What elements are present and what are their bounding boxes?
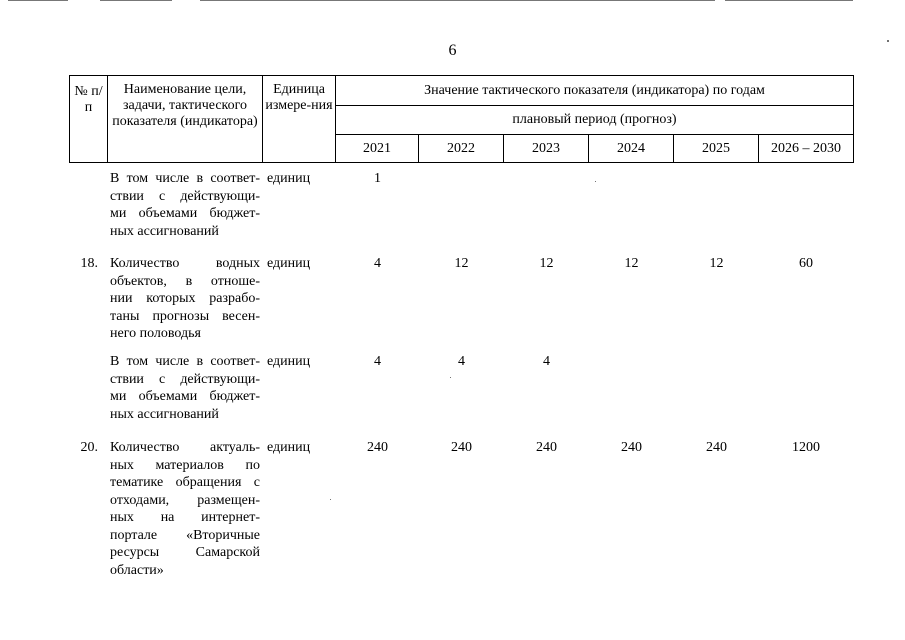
row-name: Количество актуаль- ных материалов по тематике обращения с отходами, размещен- ных на интернет- портале «Вторичные ресурсы Самарской области» <box>110 440 260 578</box>
header-year: 2023 <box>504 135 589 163</box>
row-value: 60 <box>799 256 813 271</box>
header-year: 2021 <box>336 135 419 163</box>
row-unit: единиц <box>267 171 311 186</box>
header-year: 2022 <box>419 135 504 163</box>
header-year: 2025 <box>674 135 759 163</box>
header-year: 2026 – 2030 <box>759 135 854 163</box>
row-unit: единиц <box>267 440 311 455</box>
header-name: Наименование цели, задачи, тактического показателя (индикатора) <box>108 76 263 163</box>
scan-speck <box>330 499 331 500</box>
row-value: 240 <box>706 440 727 455</box>
scan-edge-line <box>100 0 172 1</box>
row-value: 12 <box>539 256 554 271</box>
row-value: 240 <box>367 440 388 455</box>
scan-edge-line <box>725 0 853 1</box>
row-unit: единиц <box>267 354 311 369</box>
row-value: 240 <box>451 440 472 455</box>
header-period: плановый период (прогноз) <box>336 106 854 135</box>
scan-edge-line <box>200 0 715 1</box>
row-name: Количество водных объектов, в отноше- нии которых разрабо- таны прогнозы весен- него половодья <box>110 256 260 341</box>
header-unit: Единица измере-ния <box>263 76 336 163</box>
row-value: 1200 <box>792 440 820 455</box>
header-number: № п/п <box>70 76 108 163</box>
row-value: 1 <box>374 171 381 186</box>
row-value: 4 <box>458 354 465 369</box>
row-value: 240 <box>536 440 557 455</box>
row-value: 240 <box>621 440 642 455</box>
row-unit: единиц <box>267 256 311 271</box>
scan-speck <box>595 181 596 182</box>
row-value: 4 <box>374 354 381 369</box>
row-value: 12 <box>624 256 639 271</box>
row-name: В том числе в соответ- ствии с действующи- ми объемами бюджет- ных ассигнований <box>110 354 260 422</box>
header-year: 2024 <box>589 135 674 163</box>
table-header <box>69 75 854 163</box>
row-number: 20. <box>80 440 98 455</box>
row-value: 12 <box>709 256 724 271</box>
scan-edge-line <box>8 0 68 1</box>
scan-speck <box>450 377 451 378</box>
header-values-title: Значение тактического показателя (индикатора) по годам <box>336 76 854 106</box>
row-value: 4 <box>374 256 381 271</box>
row-name: В том числе в соответ- ствии с действующи- ми объемами бюджет- ных ассигнований <box>110 171 260 239</box>
page-number: 6 <box>448 42 457 59</box>
row-value: 4 <box>543 354 550 369</box>
row-number: 18. <box>80 256 98 271</box>
row-value: 12 <box>454 256 469 271</box>
